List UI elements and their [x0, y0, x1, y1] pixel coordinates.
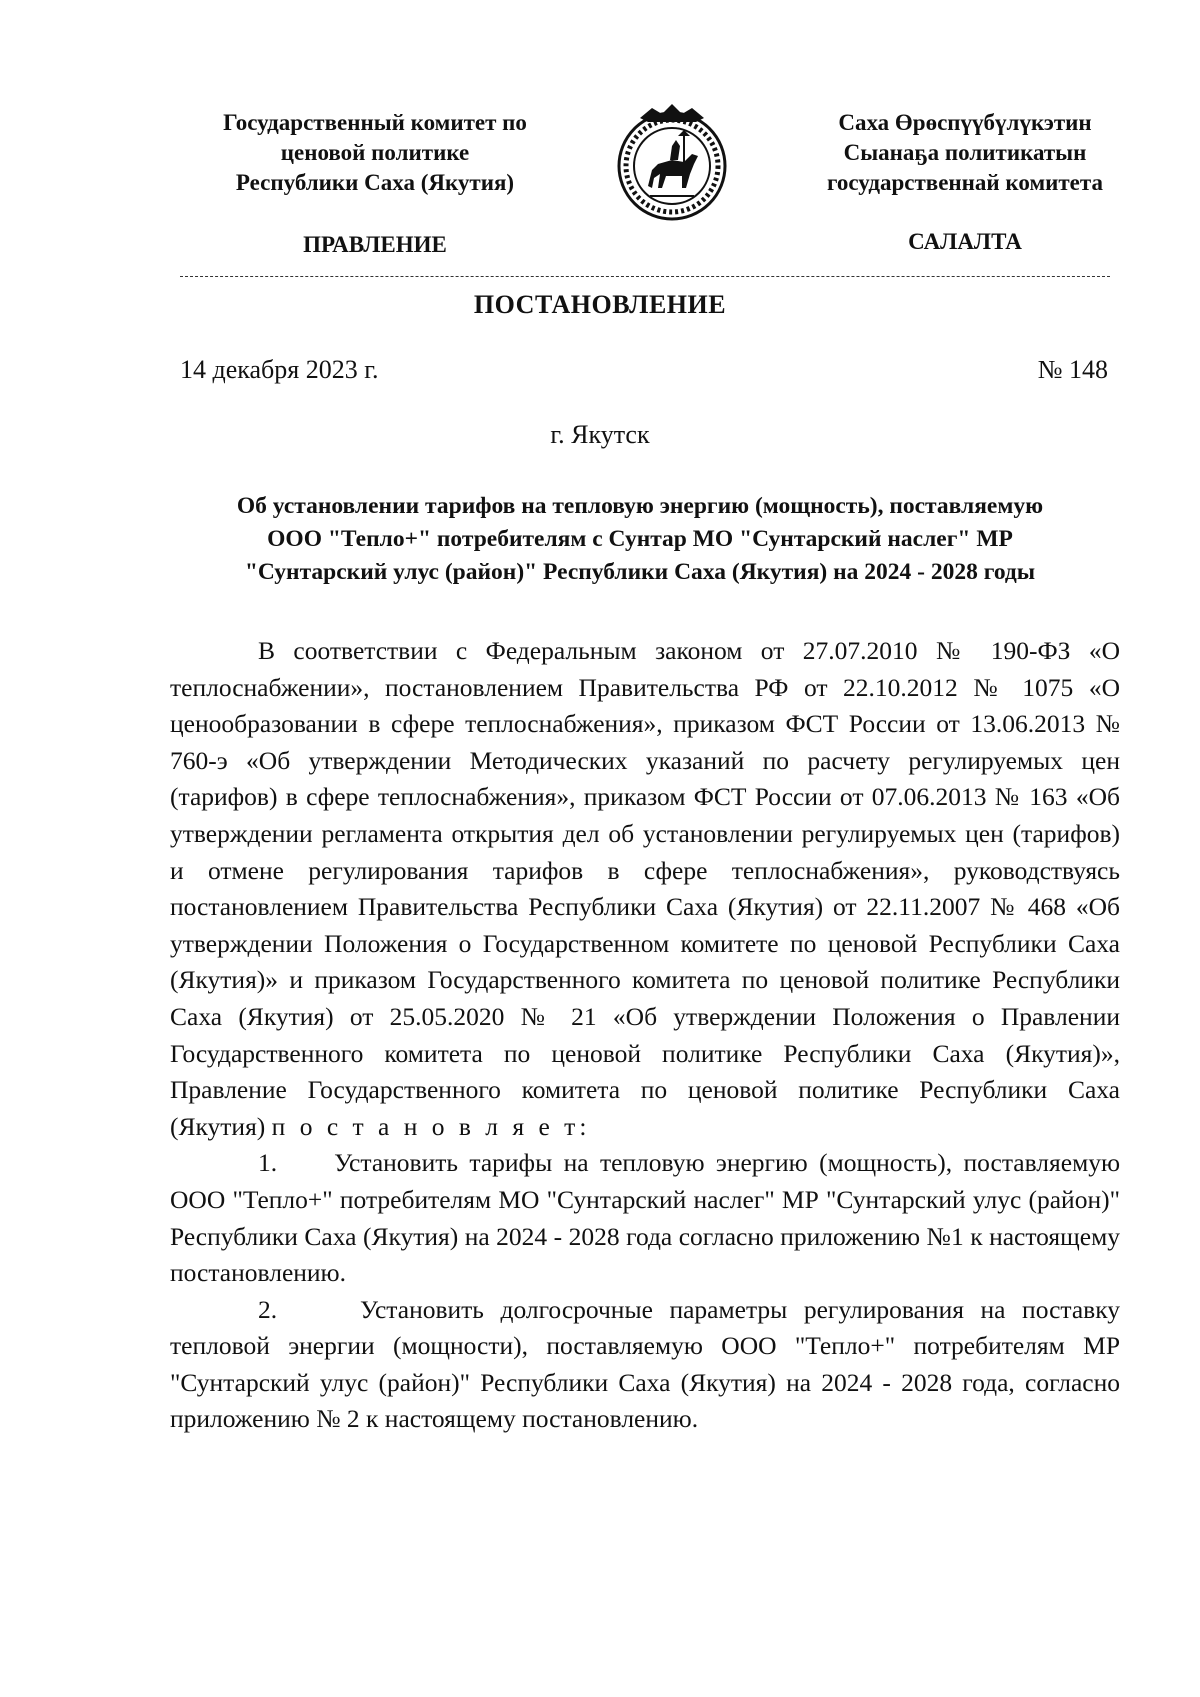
dashed-divider: [180, 276, 1110, 277]
resolves-text: п о с т а н о в л я е т:: [271, 1111, 591, 1141]
preamble-text: В соответствии с Федеральным законом от 27.07.2010 № 190-ФЗ «О теплоснабжении», постановлением Правительства РФ от 22.10.2012 № 1075 «О ценообразовании в сфере теплоснабжения», приказом ФСТ России от 13.06.2013 № 760-э «Об утверждении Методических указаний по расчету регулируемых цен (тарифов) в сфере теплоснабжения», приказом ФСТ России от 07.06.2013 № 163 «Об утверждении регламента открытия дел об установлении регулируемых цен (тарифов) и отмене регулирования тарифов в сфере теплоснабжения», руководствуясь постановлением Правительства Республики Саха (Якутия) от 22.11.2007 № 468 «Об утверждении Положения о Государственном комитете по ценовой Республики Саха (Якутия)» и приказом Государственного комитета по ценовой политике Республики Саха (Якутия) от 25.05.2020 № 21 «Об утверждении Положения о Правлении Государственного комитета по ценовой политике Республики Саха (Якутия)», Правление Государственного комитета по ценовой политике Республики Саха (Якутия): [170, 636, 1120, 1141]
subject-line: Об установлении тарифов на тепловую энергию (мощность), поставляемую: [236, 493, 1044, 519]
subject-line: "Сунтарский улус (район)" Республики Саха (Якутия) на 2024 - 2028 годы: [244, 559, 1036, 585]
board-label-ru: ПРАВЛЕНИЕ: [303, 232, 447, 257]
sakha-coat-of-arms-icon: [612, 100, 732, 222]
document-subject: [170, 490, 1110, 589]
resolution-item: [170, 1292, 1120, 1438]
item-text: Установить долгосрочные параметры регулирования на поставку тепловой энергии (мощности), поставляемую ООО "Тепло+" потребителям МР "Сунтарский улус (район)" Республики Саха (Якутия) на 2024 - 2028 года, согласно приложению № 2 к настоящему постановлению.: [170, 1294, 1120, 1434]
item-number: 2.: [258, 1294, 278, 1324]
subject-line: ООО "Тепло+" потребителям с Сунтар МО "Сунтарский наслег" МР: [267, 526, 1013, 552]
header-left-line: Республики Саха (Якутия): [235, 170, 515, 195]
item-number: 1.: [258, 1148, 278, 1178]
header-right-line: государственнай комитета: [827, 170, 1103, 195]
document-number: № 148: [1037, 355, 1108, 384]
preamble-paragraph: [170, 633, 1120, 1145]
resolution-item: [170, 1145, 1120, 1291]
header-right-line: Сыанаҕа политикатын: [843, 140, 1087, 165]
header-right-line: Саха Өрөспүүбүлүкэтин: [838, 110, 1092, 135]
header-left-line: ценовой политике: [280, 140, 470, 165]
document-body: [170, 633, 1120, 1438]
document-city: г. Якутск: [550, 420, 650, 449]
item-text: Установить тарифы на тепловую энергию (мощность), поставляемую ООО "Тепло+" потребителям МО "Сунтарский наслег" МР "Сунтарский улус (район)" Республики Саха (Якутия) на 2024 - 2028 года согласно приложению №1 к настоящему постановлению.: [170, 1148, 1121, 1288]
board-label-sakha: САЛАЛТА: [908, 229, 1022, 254]
header-right-sakha: [800, 108, 1130, 198]
document-title: ПОСТАНОВЛЕНИЕ: [473, 290, 727, 319]
header-left-line: Государственный комитет по: [223, 110, 527, 135]
document-date: 14 декабря 2023 г.: [180, 355, 379, 384]
header-left-ru: [190, 108, 560, 198]
